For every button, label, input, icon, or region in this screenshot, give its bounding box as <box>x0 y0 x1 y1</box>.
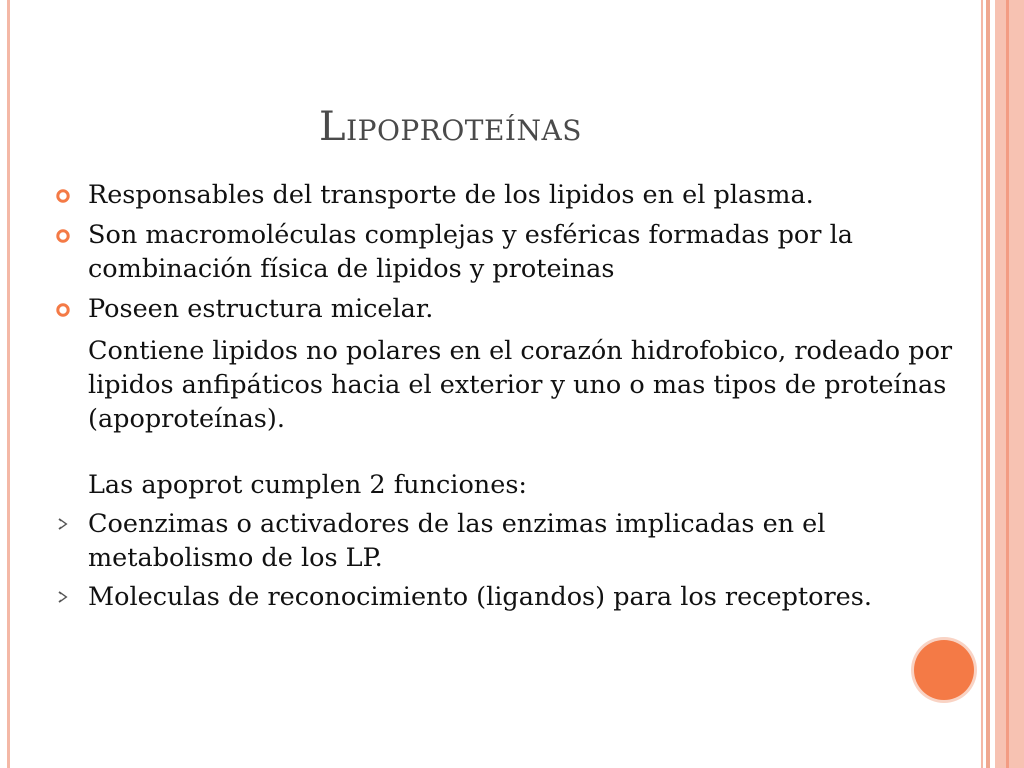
chevron-right-icon <box>56 517 70 531</box>
bullet-text: Poseen estructura micelar. <box>88 294 434 324</box>
bullet-text: Son macromoléculas complejas y esféricas formadas por la combinación física de lipidos y proteinas <box>88 220 853 284</box>
right-stripe-medium <box>986 0 990 768</box>
bullet-item <box>52 178 977 212</box>
function-item <box>52 507 977 575</box>
bullet-text: Responsables del transporte de los lipidos en el plasma. <box>88 180 814 210</box>
right-stripe-inner <box>1006 0 1009 768</box>
function-text: Coenzimas o activadores de las enzimas implicadas en el metabolismo de los LP. <box>88 509 826 573</box>
bullet-item <box>52 218 977 286</box>
paragraph-text: Contiene lipidos no polares en el corazón hidrofobico, rodeado por lipidos anfipáticos hacia el exterior y uno o mas tipos de proteínas (apoproteínas). <box>88 336 953 434</box>
right-stripe-wide <box>995 0 1024 768</box>
function-text: Moleculas de reconocimiento (ligandos) para los receptores. <box>88 582 872 612</box>
paragraph <box>52 468 977 502</box>
decorative-circle-icon <box>914 640 974 700</box>
chevron-right-icon <box>56 590 70 604</box>
right-stripe-thin <box>981 0 983 768</box>
orange-circle-bullet-icon <box>56 189 70 203</box>
paragraph <box>52 334 977 436</box>
paragraph-text: Las apoprot cumplen 2 funciones: <box>88 470 528 500</box>
left-border-line <box>7 0 10 768</box>
orange-circle-bullet-icon <box>56 229 70 243</box>
function-item <box>52 580 977 614</box>
slide-content <box>52 178 977 614</box>
orange-circle-bullet-icon <box>56 303 70 317</box>
slide-title: Lipoproteínas <box>319 104 582 150</box>
bullet-item <box>52 292 977 326</box>
